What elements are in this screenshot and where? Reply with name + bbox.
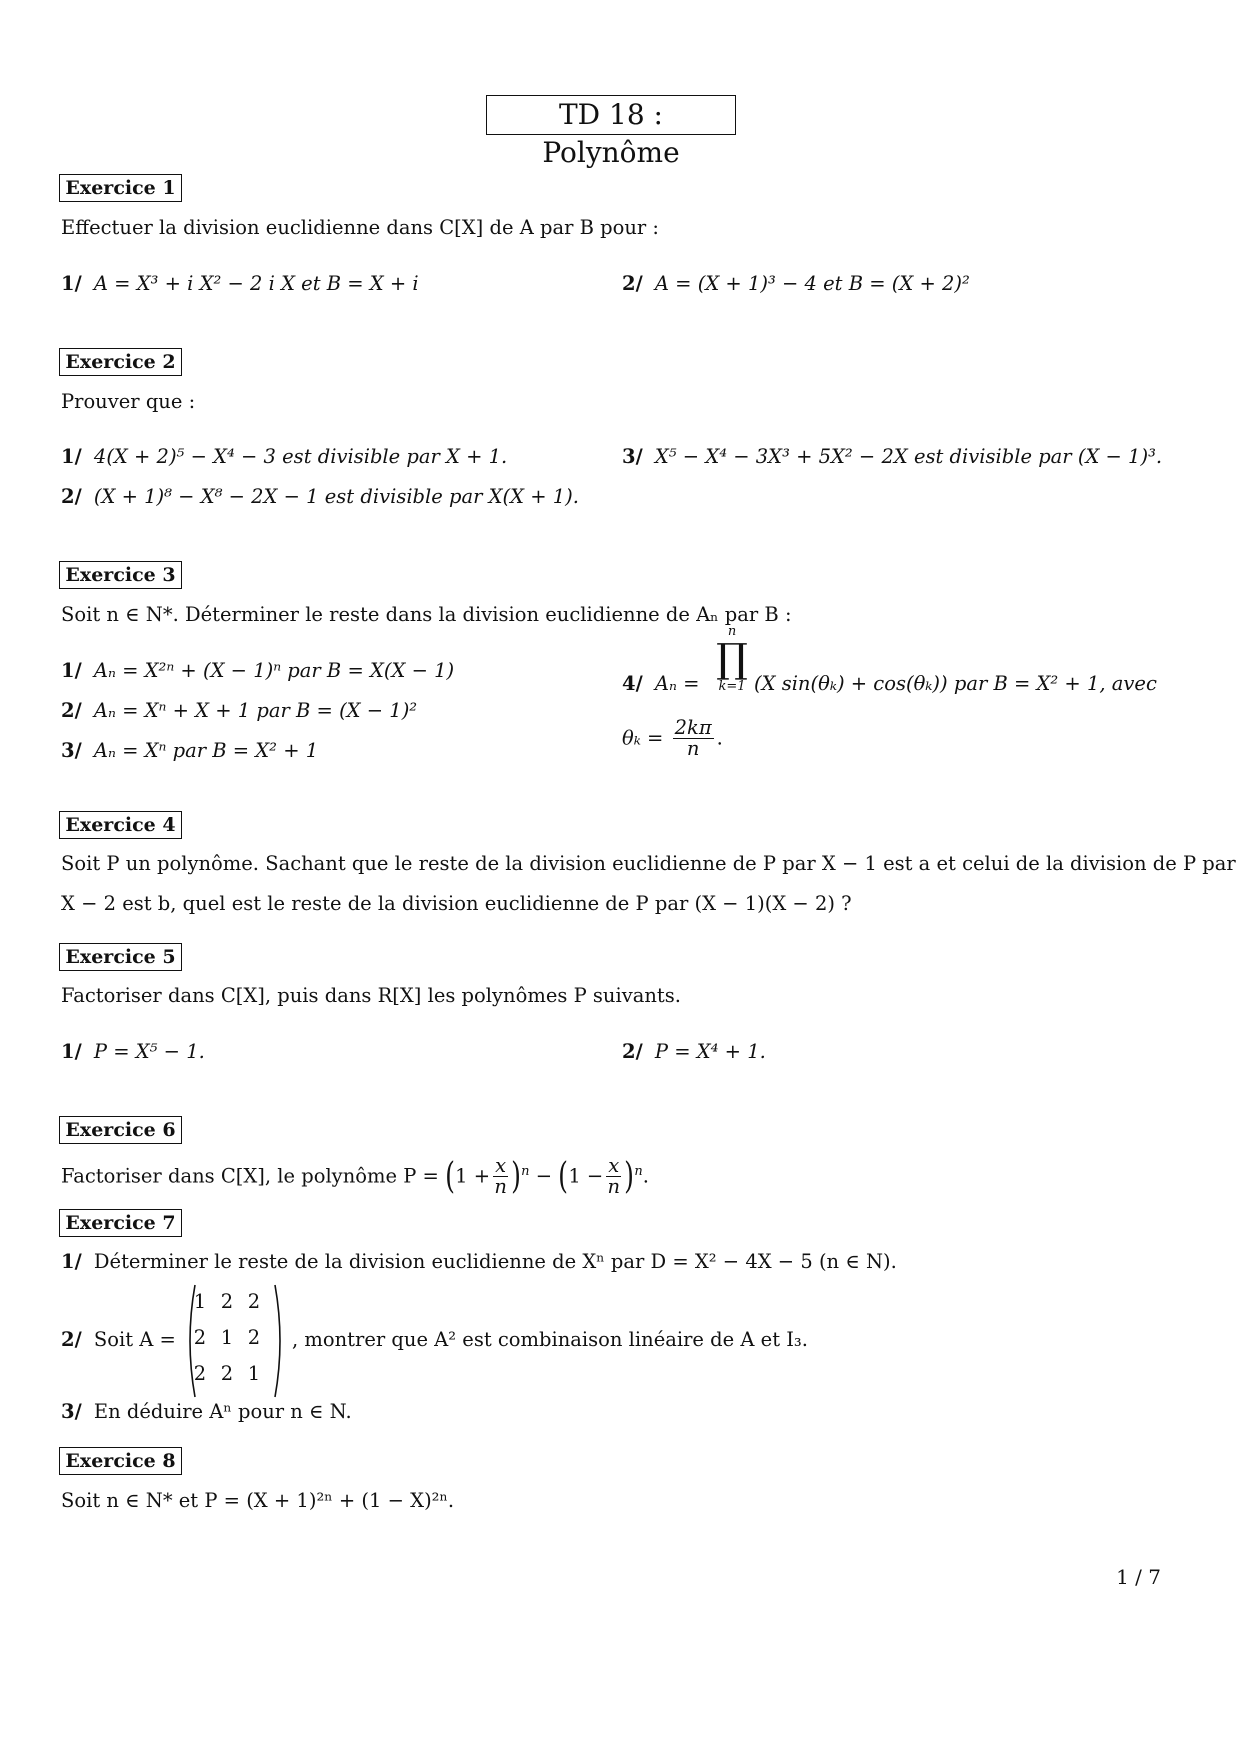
left-paren: (	[558, 1155, 569, 1197]
matrix-cell: 2	[193, 1326, 207, 1349]
question-math: 4(X + 2)⁵ − X⁴ − 3 est divisible par X + 1.	[93, 445, 508, 468]
question-number: 2/	[61, 485, 82, 508]
question-math: (X + 1)⁸ − X⁸ − 2X − 1 est divisible par X(X + 1).	[93, 485, 579, 508]
product-upper-bound: n	[727, 624, 737, 639]
right-paren: )	[624, 1155, 635, 1197]
question-math: Aₙ = Xⁿ par B = X² + 1	[93, 739, 319, 762]
matrix-cell: 1	[193, 1290, 207, 1313]
question-text: Déterminer le reste de la division euclidienne de Xⁿ par D = X² − 4X − 5 (n ∈ N).	[93, 1250, 897, 1273]
minus-sign: −	[535, 1164, 553, 1188]
product-symbol: ∏	[716, 636, 748, 682]
fraction-denominator: n	[494, 1175, 507, 1199]
left-paren: (	[445, 1155, 456, 1197]
question-math: P = X⁵ − 1.	[93, 1040, 205, 1063]
fraction-denominator: n	[686, 737, 700, 761]
x-over-n-fraction	[493, 1156, 508, 1198]
question-number: 2/	[622, 272, 643, 295]
exercise-3-question-4-theta	[622, 718, 723, 760]
question-number: 2/	[61, 699, 82, 722]
matrix-cell: 2	[220, 1362, 234, 1385]
x-over-n-fraction	[606, 1156, 621, 1198]
page-number: 1 / 7	[1116, 1565, 1161, 1589]
exercise-3-question-3	[61, 737, 318, 765]
question-number: 1/	[61, 659, 82, 682]
exercise-5-label: Exercice 5	[59, 943, 182, 971]
question-text: En déduire Aⁿ pour n ∈ N.	[93, 1400, 352, 1423]
exercise-8-statement: Soit n ∈ N* et P = (X + 1)²ⁿ + (1 − X)²ⁿ.	[61, 1489, 455, 1512]
question-math-rhs: (X sin(θₖ) + cos(θₖ)) par B = X² + 1, avec	[754, 672, 1157, 695]
fraction-numerator: x	[495, 1154, 507, 1177]
exponent: n	[521, 1163, 530, 1179]
question-math: A = (X + 1)³ − 4 et B = (X + 2)²	[654, 272, 970, 295]
exercise-3-statement: Soit n ∈ N*. Déterminer le reste dans la division euclidienne de Aₙ par B :	[61, 603, 792, 626]
exercise-7-label: Exercice 7	[59, 1209, 182, 1237]
product-symbol-group	[712, 624, 752, 694]
exercise-4-line-1: Soit P un polynôme. Sachant que le reste de la division euclidienne de P par X − 1 est a et celui de la division de P par	[61, 852, 1236, 875]
product-lower-bound: k=1	[718, 679, 746, 694]
exercise-3-question-1	[61, 657, 454, 685]
exercise-1-statement: Effectuer la division euclidienne dans C[X] de A par B pour :	[61, 216, 660, 239]
question-number: 1/	[61, 272, 82, 295]
question-math-lhs: Aₙ =	[654, 672, 700, 695]
exercise-7-question-3	[61, 1398, 352, 1426]
matrix-cell: 2	[220, 1290, 234, 1313]
question-number: 2/	[622, 1040, 643, 1063]
question-number: 3/	[61, 739, 82, 762]
exercise-7-question-2-pre	[61, 1326, 176, 1354]
exercise-2-label: Exercice 2	[59, 348, 182, 376]
question-math: Aₙ = X²ⁿ + (X − 1)ⁿ par B = X(X − 1)	[93, 659, 455, 682]
question-math: Aₙ = Xⁿ + X + 1 par B = (X − 1)²	[93, 699, 418, 722]
fraction-denominator: n	[607, 1175, 621, 1199]
exercise-2-statement: Prouver que :	[61, 390, 196, 413]
matrix-cell: 1	[247, 1362, 261, 1385]
period: .	[716, 726, 723, 750]
matrix-a	[185, 1282, 285, 1398]
question-number: 2/	[61, 1328, 82, 1351]
question-number: 1/	[61, 1250, 82, 1273]
exercise-7-question-1	[61, 1248, 897, 1276]
question-text: Soit A =	[93, 1328, 176, 1351]
matrix-cell: 2	[247, 1290, 261, 1313]
statement-text: Factoriser dans C[X], le polynôme P =	[61, 1164, 439, 1188]
period: .	[642, 1164, 649, 1188]
question-math: X⁵ − X⁴ − 3X³ + 5X² − 2X est divisible par (X − 1)³.	[654, 445, 1163, 468]
exercise-2-question-3	[622, 443, 1162, 471]
exercise-3-question-4-rhs	[754, 670, 1157, 698]
matrix-cell: 1	[220, 1326, 234, 1349]
theta-def: θₖ =	[622, 726, 664, 750]
question-number: 1/	[61, 445, 82, 468]
right-paren: )	[511, 1155, 522, 1197]
question-number: 4/	[622, 672, 643, 695]
question-number: 3/	[622, 445, 643, 468]
exercise-3-label: Exercice 3	[59, 561, 182, 589]
exercise-2-question-1	[61, 443, 507, 471]
question-number: 3/	[61, 1400, 82, 1423]
exercise-5-statement: Factoriser dans C[X], puis dans R[X] les polynômes P suivants.	[61, 984, 681, 1007]
exercise-3-question-2	[61, 697, 417, 725]
exercise-6-statement	[61, 1156, 649, 1198]
fraction-numerator: x	[608, 1154, 620, 1177]
question-number: 1/	[61, 1040, 82, 1063]
one-plus: 1 +	[455, 1164, 491, 1188]
one-minus: 1 −	[568, 1164, 604, 1188]
exercise-4-line-2: X − 2 est b, quel est le reste de la division euclidienne de P par (X − 1)(X − 2) ?	[61, 892, 852, 915]
page-title: TD 18 : Polynôme	[486, 95, 736, 135]
exercise-8-label: Exercice 8	[59, 1447, 182, 1475]
exercise-1-question-2	[622, 270, 970, 298]
exercise-7-question-2-post: , montrer que A² est combinaison linéaire de A et I₃.	[292, 1328, 808, 1351]
exercise-5-question-1	[61, 1038, 205, 1066]
question-math: A = X³ + i X² − 2 i X et B = X + i	[93, 272, 419, 295]
matrix-cell: 2	[247, 1326, 261, 1349]
exponent: n	[634, 1163, 643, 1179]
exercise-5-question-2	[622, 1038, 766, 1066]
exercise-3-question-4	[622, 670, 699, 698]
theta-fraction	[673, 718, 714, 760]
matrix-cell: 2	[193, 1362, 207, 1385]
question-math: P = X⁴ + 1.	[654, 1040, 766, 1063]
fraction-numerator: 2kπ	[674, 716, 712, 739]
exercise-6-label: Exercice 6	[59, 1116, 182, 1144]
exercise-1-label: Exercice 1	[59, 174, 182, 202]
exercise-1-question-1	[61, 270, 419, 298]
exercise-4-label: Exercice 4	[59, 811, 182, 839]
exercise-2-question-2	[61, 483, 579, 511]
